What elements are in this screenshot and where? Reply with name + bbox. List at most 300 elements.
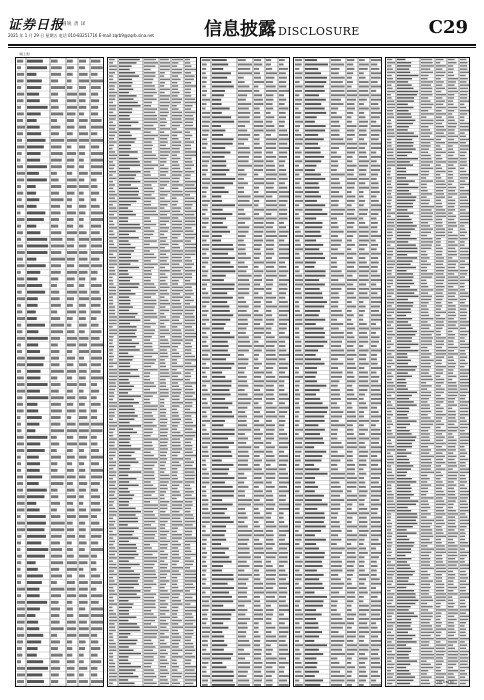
cell-text-texture: [436, 465, 441, 466]
cell-text-texture: [238, 332, 246, 334]
cell-text-texture: [238, 517, 248, 519]
cell-text-texture: [51, 132, 59, 135]
cell-text-texture: [144, 148, 152, 149]
cell-text-texture: [67, 337, 77, 340]
cell-text-texture: [295, 130, 299, 132]
cell-text-texture: [371, 169, 380, 171]
cell-text-texture: [448, 286, 453, 287]
cell-text-texture: [448, 347, 458, 348]
cell-text-texture: [295, 640, 299, 642]
cell-text-texture: [460, 308, 467, 309]
cell-text-texture: [421, 113, 434, 114]
cell-text-texture: [67, 390, 73, 393]
cell-text-texture: [448, 411, 456, 412]
cell-text-texture: [185, 498, 196, 499]
cell-text-texture: [295, 451, 302, 453]
cell-text-texture: [387, 452, 391, 453]
cell-text-texture: [331, 156, 341, 158]
cell-text-texture: [266, 512, 272, 514]
cell-text-texture: [359, 108, 369, 110]
cell-text-texture: [119, 577, 140, 578]
cell-text-texture: [172, 174, 181, 175]
cell-text-texture: [387, 81, 395, 82]
cell-text-texture: [254, 389, 260, 391]
cell-text-texture: [67, 456, 75, 459]
cell-text-texture: [119, 485, 139, 486]
cell-text-texture: [91, 112, 98, 115]
cell-text-texture: [331, 416, 342, 418]
cell-text-texture: [397, 331, 417, 332]
cell-text-texture: [436, 161, 446, 162]
cell-text-texture: [67, 607, 73, 610]
cell-text-texture: [212, 204, 235, 206]
cell-text-texture: [67, 376, 72, 379]
cell-text-texture: [371, 543, 381, 545]
cell-text-texture: [238, 275, 252, 277]
cell-text-texture: [212, 614, 231, 616]
cell-text-texture: [460, 433, 469, 434]
cell-text-texture: [160, 333, 170, 334]
cell-text-texture: [144, 471, 154, 472]
cell-text-texture: [91, 555, 97, 558]
cell-text-texture: [238, 284, 250, 286]
cell-text-texture: [109, 174, 113, 175]
cell-text-texture: [144, 191, 155, 192]
cell-text-texture: [185, 544, 190, 545]
cell-text-texture: [17, 442, 24, 445]
cell-text-texture: [212, 420, 225, 422]
cell-text-texture: [397, 280, 412, 281]
cell-text-texture: [448, 110, 454, 111]
cell-text-texture: [397, 382, 407, 383]
cell-text-texture: [331, 226, 339, 228]
cell-text-texture: [172, 409, 177, 410]
cell-text-texture: [172, 131, 182, 132]
cell-text-texture: [17, 79, 24, 82]
cell-text-texture: [347, 675, 351, 677]
cell-text-texture: [238, 248, 245, 250]
cell-text-texture: [295, 609, 302, 611]
cell-text-texture: [109, 191, 115, 192]
cell-text-texture: [51, 568, 59, 571]
cell-text-texture: [448, 120, 455, 121]
cell-text-texture: [185, 346, 192, 347]
cell-text-texture: [144, 171, 150, 172]
cell-text-texture: [448, 283, 458, 284]
cell-text-texture: [172, 164, 180, 165]
cell-text-texture: [254, 288, 264, 290]
cell-text-texture: [238, 587, 248, 589]
cell-text-texture: [397, 219, 412, 220]
cell-text-texture: [160, 679, 168, 680]
cell-text-texture: [331, 517, 337, 519]
cell-text-texture: [359, 240, 369, 242]
cell-text-texture: [109, 643, 116, 644]
cell-text-texture: [359, 565, 364, 567]
cell-text-texture: [279, 81, 286, 83]
cell-text-texture: [160, 300, 169, 301]
cell-text-texture: [212, 451, 231, 453]
cell-text-texture: [172, 518, 180, 519]
cell-text-texture: [448, 104, 454, 105]
cell-text-texture: [160, 118, 166, 119]
cell-text-texture: [448, 353, 458, 354]
cell-text-texture: [238, 636, 246, 638]
cell-text-texture: [185, 310, 195, 311]
cell-text-texture: [448, 475, 457, 476]
cell-text-texture: [436, 168, 442, 169]
cell-text-texture: [359, 235, 368, 237]
cell-text-texture: [185, 405, 192, 406]
cell-text-texture: [212, 279, 224, 281]
cell-text-texture: [119, 379, 129, 380]
cell-text-texture: [238, 539, 249, 541]
cell-text-texture: [295, 116, 300, 118]
cell-text-texture: [254, 455, 260, 457]
cell-text-texture: [387, 446, 394, 447]
cell-text-texture: [359, 143, 367, 145]
cell-text-texture: [119, 547, 137, 548]
cell-text-texture: [460, 376, 468, 377]
cell-text-texture: [51, 561, 63, 564]
cell-text-texture: [305, 482, 315, 484]
cell-text-texture: [185, 504, 193, 505]
cell-text-texture: [160, 359, 165, 360]
cell-text-texture: [212, 345, 229, 347]
cell-text-texture: [279, 218, 288, 220]
cell-text-texture: [279, 323, 287, 325]
cell-text-texture: [397, 129, 408, 130]
cell-text-texture: [185, 257, 191, 258]
cell-text-texture: [266, 358, 277, 360]
cell-text-texture: [448, 219, 454, 220]
cell-text-texture: [436, 459, 443, 460]
cell-text-texture: [295, 125, 300, 127]
cell-text-texture: [305, 438, 323, 440]
cell-text-texture: [331, 644, 343, 646]
cell-text-texture: [448, 414, 456, 415]
cell-text-texture: [160, 527, 165, 528]
cell-text-texture: [79, 205, 86, 208]
cell-text-texture: [460, 350, 465, 351]
cell-text-texture: [27, 416, 42, 419]
cell-text-texture: [279, 464, 287, 466]
cell-text-texture: [119, 221, 128, 222]
cell-text-texture: [172, 118, 182, 119]
cell-text-texture: [460, 184, 470, 185]
cell-text-texture: [144, 650, 153, 651]
cell-text-texture: [185, 230, 193, 231]
cell-text-texture: [79, 324, 87, 327]
cell-text-texture: [448, 206, 454, 207]
cell-text-texture: [91, 343, 104, 346]
cell-text-texture: [202, 552, 207, 554]
cell-text-texture: [109, 201, 117, 202]
cell-text-texture: [27, 561, 36, 564]
cell-text-texture: [331, 618, 342, 620]
cell-text-texture: [279, 433, 287, 435]
cell-text-texture: [436, 174, 440, 175]
cell-text-texture: [266, 332, 271, 334]
cell-text-texture: [305, 59, 317, 61]
cell-text-texture: [238, 578, 249, 580]
cell-text-texture: [448, 260, 458, 261]
cell-text-texture: [279, 86, 286, 88]
cell-text-texture: [109, 353, 113, 354]
cell-text-texture: [67, 86, 72, 89]
cell-text-texture: [79, 482, 87, 485]
cell-text-texture: [279, 614, 284, 616]
cell-text-texture: [212, 609, 235, 611]
cell-text-texture: [109, 359, 113, 360]
cell-text-texture: [172, 201, 178, 202]
cell-text-texture: [387, 72, 395, 73]
cell-text-texture: [305, 297, 323, 299]
cell-text-texture: [331, 486, 341, 488]
cell-text-texture: [347, 103, 354, 105]
cell-text-texture: [421, 353, 432, 354]
cell-text-texture: [160, 108, 168, 109]
cell-text-texture: [436, 411, 443, 412]
cell-text-texture: [254, 143, 260, 145]
cell-text-texture: [109, 554, 115, 555]
cell-text-texture: [347, 376, 354, 378]
cell-text-texture: [238, 187, 244, 189]
cell-text-texture: [347, 420, 357, 422]
cell-text-texture: [331, 477, 345, 479]
cell-text-texture: [109, 240, 113, 241]
cell-text-texture: [144, 659, 154, 660]
cell-text-texture: [371, 358, 377, 360]
cell-text-texture: [331, 609, 337, 611]
cell-text-texture: [67, 627, 76, 630]
cell-text-texture: [397, 235, 410, 236]
cell-text-texture: [67, 198, 72, 201]
cell-text-texture: [51, 363, 60, 366]
cell-text-texture: [305, 306, 324, 308]
cell-text-texture: [238, 420, 247, 422]
cell-text-texture: [144, 168, 154, 169]
cell-text-texture: [347, 143, 357, 145]
cell-text-texture: [448, 81, 456, 82]
cell-text-texture: [109, 626, 115, 627]
cell-text-texture: [91, 73, 98, 76]
cell-text-texture: [79, 502, 83, 505]
cell-text-texture: [119, 250, 134, 251]
cell-text-texture: [91, 357, 102, 360]
cell-text-texture: [185, 234, 196, 235]
cell-text-texture: [119, 511, 141, 512]
cell-text-texture: [160, 257, 169, 258]
cell-text-texture: [212, 372, 222, 374]
cell-text-texture: [202, 680, 208, 682]
cell-text-texture: [79, 469, 85, 472]
cell-text-texture: [144, 69, 151, 70]
cell-text-texture: [460, 452, 467, 453]
cell-text-texture: [295, 284, 303, 286]
cell-text-texture: [185, 666, 196, 667]
cell-text-texture: [387, 475, 394, 476]
cell-text-texture: [331, 90, 345, 92]
cell-text-texture: [238, 631, 246, 633]
cell-text-texture: [254, 152, 262, 154]
cell-text-texture: [172, 349, 177, 350]
cell-text-texture: [119, 372, 130, 373]
cell-text-texture: [295, 213, 299, 215]
cell-text-texture: [119, 277, 132, 278]
cell-text-texture: [17, 449, 24, 452]
cell-text-texture: [347, 209, 355, 211]
cell-text-texture: [347, 411, 355, 413]
cell-text-texture: [448, 404, 457, 405]
cell-text-texture: [371, 460, 382, 462]
cell-text-texture: [347, 614, 356, 616]
cell-text-texture: [172, 79, 181, 80]
cell-text-texture: [17, 489, 23, 492]
cell-text-texture: [305, 156, 324, 158]
cell-text-texture: [347, 407, 352, 409]
cell-text-texture: [387, 206, 392, 207]
cell-text-texture: [266, 455, 274, 457]
cell-text-texture: [238, 565, 249, 567]
cell-text-texture: [202, 178, 210, 180]
cell-text-texture: [266, 539, 273, 541]
cell-text-texture: [202, 231, 209, 233]
cell-text-texture: [279, 367, 288, 369]
cell-text-texture: [91, 680, 103, 683]
cell-text-texture: [387, 481, 395, 482]
cell-text-texture: [266, 429, 275, 431]
cell-text-texture: [212, 323, 226, 325]
cell-text-texture: [279, 420, 285, 422]
cell-text-texture: [305, 138, 324, 140]
cell-text-texture: [185, 524, 193, 525]
cell-text-texture: [359, 482, 365, 484]
cell-text-texture: [436, 328, 443, 329]
cell-text-texture: [295, 222, 303, 224]
cell-text-texture: [331, 314, 343, 316]
cell-text-texture: [331, 539, 341, 541]
cell-text-texture: [212, 257, 235, 259]
cell-text-texture: [421, 417, 431, 418]
cell-text-texture: [305, 464, 314, 466]
cell-text-texture: [144, 303, 157, 304]
cell-text-texture: [79, 416, 87, 419]
cell-text-texture: [387, 408, 395, 409]
cell-text-texture: [79, 244, 86, 247]
cell-text-texture: [266, 592, 277, 594]
cell-text-texture: [238, 618, 250, 620]
cell-text-texture: [160, 577, 166, 578]
cell-text-texture: [347, 592, 355, 594]
cell-text-texture: [421, 75, 429, 76]
cell-text-texture: [51, 205, 60, 208]
cell-text-texture: [254, 385, 264, 387]
cell-text-texture: [172, 326, 177, 327]
cell-text-texture: [295, 433, 299, 435]
cell-text-texture: [79, 568, 83, 571]
cell-text-texture: [172, 607, 178, 608]
cell-text-texture: [448, 78, 458, 79]
cell-text-texture: [185, 197, 194, 198]
cell-text-texture: [238, 609, 247, 611]
cell-text-texture: [212, 385, 231, 387]
cell-text-texture: [347, 539, 357, 541]
cell-text-texture: [359, 521, 367, 523]
cell-text-texture: [27, 409, 38, 412]
cell-text-texture: [172, 382, 178, 383]
cell-text-texture: [305, 94, 319, 96]
cell-text-texture: [397, 328, 413, 329]
cell-text-texture: [67, 541, 72, 544]
cell-text-texture: [359, 587, 367, 589]
cell-text-texture: [460, 200, 468, 201]
cell-text-texture: [436, 388, 445, 389]
cell-text-texture: [305, 165, 316, 167]
cell-text-texture: [172, 303, 181, 304]
cell-text-texture: [17, 73, 24, 76]
cell-text-texture: [359, 187, 369, 189]
cell-text-texture: [91, 535, 101, 538]
cell-text-texture: [371, 499, 379, 501]
cell-text-texture: [79, 192, 84, 195]
cell-text-texture: [172, 158, 180, 159]
cell-text-texture: [238, 640, 249, 642]
cell-text-texture: [460, 132, 465, 133]
cell-text-texture: [254, 605, 260, 607]
cell-text-texture: [421, 462, 432, 463]
cell-text-texture: [279, 284, 287, 286]
cell-text-texture: [359, 380, 368, 382]
cell-text-texture: [172, 128, 177, 129]
cell-text-texture: [448, 315, 456, 316]
cell-text-texture: [448, 401, 454, 402]
cell-text-texture: [144, 577, 157, 578]
cell-text-texture: [144, 633, 157, 634]
cell-text-texture: [359, 534, 367, 536]
cell-text-texture: [266, 86, 276, 88]
cell-text-texture: [460, 232, 467, 233]
cell-text-texture: [51, 172, 57, 175]
cell-text-texture: [91, 277, 96, 280]
cell-text-texture: [119, 135, 132, 136]
cell-text-texture: [172, 339, 183, 340]
cell-text-texture: [144, 237, 150, 238]
cell-text-texture: [172, 112, 182, 113]
cell-text-texture: [397, 244, 416, 245]
cell-text-texture: [421, 145, 431, 146]
cell-text-texture: [119, 541, 129, 542]
cell-text-texture: [279, 565, 284, 567]
cell-text-texture: [331, 534, 338, 536]
cell-text-texture: [185, 683, 193, 684]
cell-text-texture: [67, 489, 74, 492]
cell-text-texture: [109, 623, 115, 624]
cell-text-texture: [266, 680, 273, 682]
cell-text-texture: [91, 132, 97, 135]
cell-text-texture: [371, 640, 382, 642]
cell-text-texture: [397, 270, 406, 271]
cell-text-texture: [109, 485, 115, 486]
cell-text-texture: [212, 226, 227, 228]
cell-text-texture: [27, 343, 38, 346]
cell-text-texture: [238, 499, 252, 501]
cell-text-texture: [371, 266, 378, 268]
cell-text-texture: [144, 584, 156, 585]
cell-text-texture: [79, 304, 86, 307]
cell-text-texture: [460, 113, 467, 114]
cell-text-texture: [238, 257, 251, 259]
